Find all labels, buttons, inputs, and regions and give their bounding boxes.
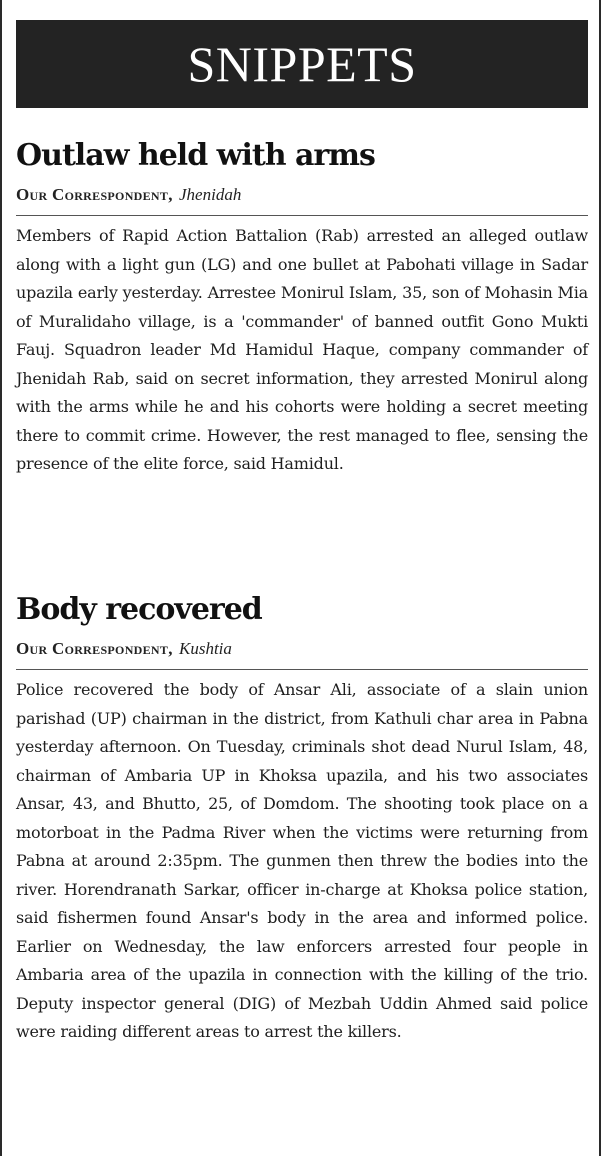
section-title: SNIPPETS	[187, 36, 417, 92]
byline-place: Kushtia	[179, 639, 232, 658]
story-body-recovered	[16, 590, 588, 1047]
story-body: Members of Rapid Action Battalion (Rab) arrested an alleged outlaw along with a light gun (LG) and one bullet at Pabohati village in Sadar upazila early yesterday. Arrestee Monirul Islam, 35, son of Mohasin Mia of Muralidaho village, is a 'commander' of banned outfit Gono Mukti Fauj. Squadron leader Md Hamidul Haque, company commander of Jhenidah Rab, said on secret information, they arrested Monirul along with the arms while he and his cohorts were holding a secret meeting there to commit crime. However, the rest managed to flee, sensing the presence of the elite force, said Hamidul.	[16, 226, 588, 473]
story-byline	[16, 638, 588, 660]
byline-correspondent: Our Correspondent,	[16, 639, 173, 658]
story-headline: Body recovered	[16, 592, 262, 627]
story-body: Police recovered the body of Ansar Ali, associate of a slain union parishad (UP) chairman in the district, from Kathuli char area in Pabna yesterday afternoon. On Tuesday, criminals shot dead Nurul Islam, 48, chairman of Ambaria UP in Khoksa upazila, and his two associates Ansar, 43, and Bhutto, 25, of Domdom. The shooting took place on a motorboat in the Padma River when the victims were returning from Pabna at around 2:35pm. The gunmen then threw the bodies into the river. Horendranath Sarkar, officer in-charge at Khoksa police station, said fishermen found Ansar's body in the area and informed police. Earlier on Wednesday, the law enforcers arrested four people in Ambaria area of the upazila in connection with the killing of the trio. Deputy inspector general (DIG) of Mezbah Uddin Ahmed said police were raiding different areas to arrest the killers.	[16, 680, 588, 1041]
story-headline: Outlaw held with arms	[16, 138, 375, 173]
byline-divider	[16, 215, 588, 216]
story-byline	[16, 184, 588, 206]
byline-place: Jhenidah	[179, 185, 242, 204]
byline-divider	[16, 669, 588, 670]
byline-correspondent: Our Correspondent,	[16, 185, 173, 204]
story-outlaw-held	[16, 136, 588, 479]
section-banner	[16, 20, 588, 108]
